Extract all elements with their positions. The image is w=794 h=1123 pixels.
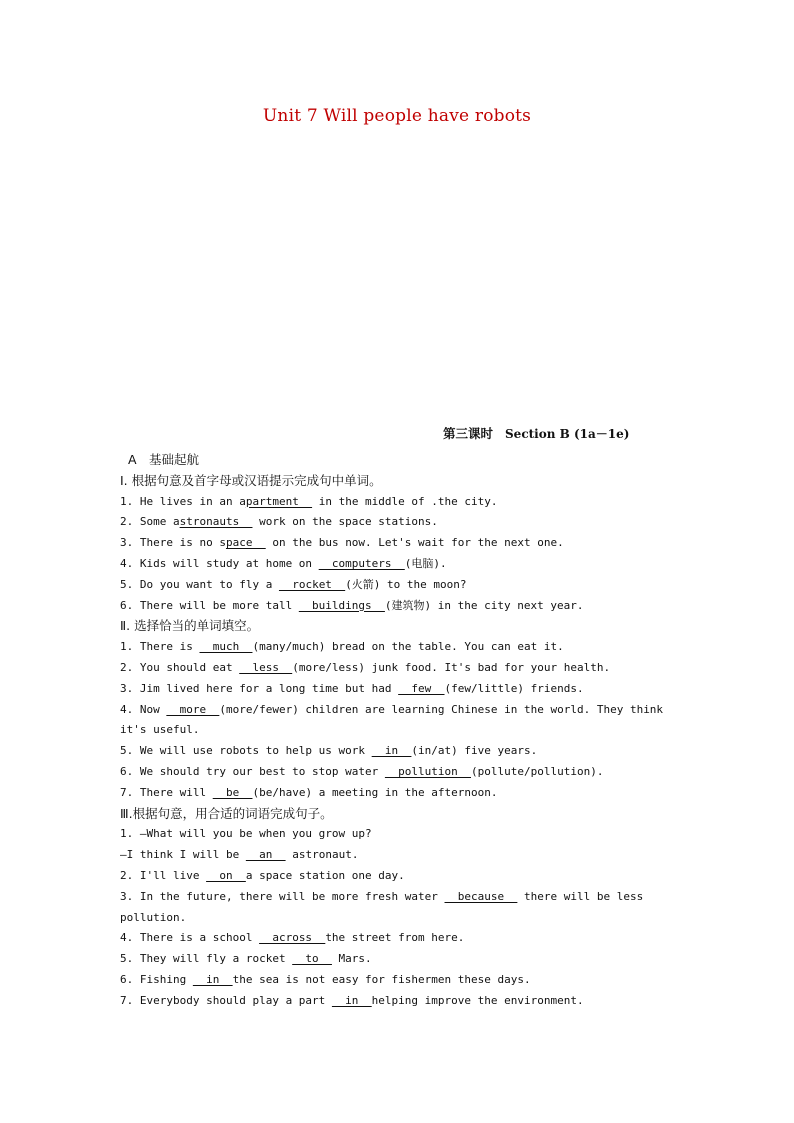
answer-blank[interactable]: in [192,972,233,986]
item-text: 5. Do you want to fly a [120,577,279,591]
item-continuation: it's useful. [120,723,200,737]
item-text: 6. Fishing [120,972,193,986]
item-text-after: (in/at) five years. [411,744,538,758]
lesson-header [443,424,629,442]
item-text: 4. There is a school [120,931,260,945]
answer-blank[interactable]: partment [245,494,313,508]
page-title: Unit 7 Will people have robots [262,106,532,126]
exercise-item [120,596,680,617]
item-text: 2. You should eat [120,660,240,674]
item-text: 3. Jim lived here for a long time but had [120,681,399,695]
exercise-item [120,700,680,721]
item-text-after: helping improve the environment. [371,993,584,1007]
item-text-after: there will be less [517,889,644,903]
answer-blank[interactable]: more [166,702,220,716]
exercise-item [120,824,680,845]
exercise-item [120,783,680,804]
item-text: —I think I will be [120,848,246,862]
exercise-item [120,679,680,700]
exercise-item [120,887,680,908]
answer-blank[interactable]: an [245,848,286,862]
item-text-after: (be/have) a meeting in the afternoon. [252,785,498,799]
exercise-item [120,533,680,554]
exercise-item [120,554,680,575]
answer-blank[interactable]: pace [225,536,266,550]
item-text: 4. Kids will study at home on [120,556,319,570]
item-continuation: pollution. [120,910,187,924]
item-text: 3. There is no s [120,536,226,550]
item-text-after: (pollute/pollution). [471,764,604,778]
exercise-content [120,450,680,1012]
answer-blank[interactable]: on [206,868,246,882]
item-text-after: (火箭) to the moon? [345,577,467,591]
exercise-item [120,928,680,949]
item-text: 5. We will use robots to help us work [120,744,372,758]
exercise-item [120,492,680,513]
item-text: 1. There is [120,640,200,654]
item-text: 4. Now [120,702,167,716]
answer-blank[interactable]: across [259,931,326,945]
item-text-after: on the bus now. Let's wait for the next one. [265,536,564,550]
exercise-item [120,658,680,679]
item-text: 2. I'll live [120,868,207,882]
item-text: 2. Some a [120,515,180,529]
item-text-after: work on the space stations. [252,515,438,529]
item-text: 1. —What will you be when you grow up? [120,827,372,841]
part3-list [120,824,680,1011]
answer-blank[interactable]: in [371,744,412,758]
item-text-after: (few/little) friends. [444,681,584,695]
exercise-item [120,512,680,533]
answer-blank[interactable]: much [199,640,253,654]
item-text-after: the street from here. [325,931,465,945]
answer-blank[interactable]: to [292,952,332,966]
item-text-after: astronaut. [285,848,359,862]
part3-heading: Ⅲ.根据句意，用合适的词语完成句子。 [120,805,333,821]
item-text-after: the sea is not easy for fishermen these days. [232,972,531,986]
part1-list [120,492,680,617]
exercise-item [120,970,680,991]
part2-heading: Ⅱ. 选择恰当的单词填空。 [120,618,260,634]
part1-heading: Ⅰ. 根据句意及首字母或汉语提示完成句中单词。 [120,472,382,488]
lesson-section: Section B (1a－1e) [505,427,630,441]
item-text: 3. In the future, there will be more fresh water [120,889,445,903]
item-text: 6. We should try our best to stop water [120,764,385,778]
item-text-after: in the middle of .the city. [312,494,498,508]
answer-blank[interactable]: computers [318,556,405,570]
item-text: 5. They will fly a rocket [120,952,293,966]
item-text: 7. There will [120,785,213,799]
exercise-item [120,575,680,596]
exercise-item [120,845,680,866]
exercise-item [120,866,680,887]
item-text-after: (more/fewer) children are learning Chinese in the world. They think [219,702,664,716]
exercise-item [120,741,680,762]
item-text: 7. Everybody should play a part [120,993,332,1007]
answer-blank[interactable]: be [212,785,253,799]
answer-blank[interactable]: stronauts [179,515,253,529]
answer-blank[interactable]: less [239,660,293,674]
answer-blank[interactable]: pollution [384,764,471,778]
answer-blank[interactable]: in [331,993,372,1007]
lesson-label: 第三课时 [443,426,494,441]
answer-blank[interactable]: rocket [278,577,346,591]
exercise-item [120,949,680,970]
item-text-after: a space station one day. [245,868,405,882]
exercise-item [120,991,680,1012]
answer-blank[interactable]: few [398,681,445,695]
item-text-after: Mars. [331,952,372,966]
item-text-after: (more/less) junk food. It's bad for your health. [292,660,611,674]
item-text: 1. He lives in an a [120,494,246,508]
item-text: 6. There will be more tall [120,598,299,612]
exercise-item [120,637,680,658]
section-a-heading: A 基础起航 [128,452,200,467]
item-text-after: (many/much) bread on the table. You can eat it. [252,640,564,654]
item-text-after: (电脑). [404,556,447,570]
answer-blank[interactable]: buildings [298,598,385,612]
part2-list [120,637,680,803]
answer-blank[interactable]: because [444,889,518,903]
exercise-item [120,762,680,783]
item-text-after: (建筑物) in the city next year. [384,598,584,612]
